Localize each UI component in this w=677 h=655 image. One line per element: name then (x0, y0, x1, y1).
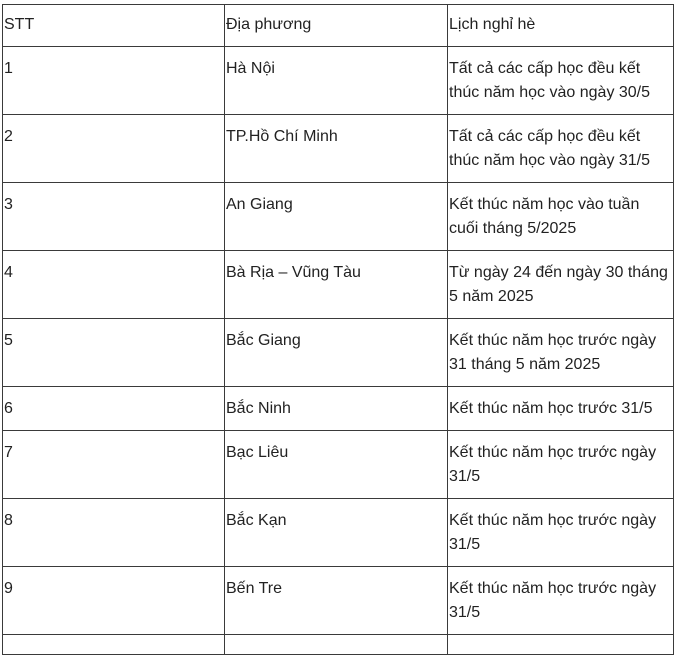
cell-stt: 3 (3, 183, 225, 251)
cell-stt: 8 (3, 499, 225, 567)
cell-locality (225, 635, 448, 655)
cell-schedule: Kết thúc năm học vào tuần cuối tháng 5/2025 (448, 183, 674, 251)
cell-locality: Bà Rịa – Vũng Tàu (225, 251, 448, 319)
cell-stt: 7 (3, 431, 225, 499)
cell-stt: 9 (3, 567, 225, 635)
cell-schedule: Kết thúc năm học trước ngày 31/5 (448, 567, 674, 635)
cell-locality: TP.Hồ Chí Minh (225, 115, 448, 183)
cell-schedule (448, 635, 674, 655)
header-schedule: Lịch nghỉ hè (448, 5, 674, 47)
header-stt: STT (3, 5, 225, 47)
cell-stt: 4 (3, 251, 225, 319)
table-row (3, 183, 674, 251)
table-row-partial (3, 635, 674, 655)
table-row (3, 251, 674, 319)
cell-locality: Bắc Ninh (225, 387, 448, 431)
table-row (3, 431, 674, 499)
table-row (3, 567, 674, 635)
table-row (3, 499, 674, 567)
cell-schedule: Tất cả các cấp học đều kết thúc năm học vào ngày 30/5 (448, 47, 674, 115)
table-row (3, 47, 674, 115)
cell-locality: Bạc Liêu (225, 431, 448, 499)
header-locality: Địa phương (225, 5, 448, 47)
cell-schedule: Kết thúc năm học trước ngày 31/5 (448, 499, 674, 567)
cell-stt: 2 (3, 115, 225, 183)
cell-stt: 1 (3, 47, 225, 115)
table-row (3, 319, 674, 387)
cell-schedule: Kết thúc năm học trước ngày 31 tháng 5 năm 2025 (448, 319, 674, 387)
cell-locality: Bến Tre (225, 567, 448, 635)
cell-schedule: Từ ngày 24 đến ngày 30 tháng 5 năm 2025 (448, 251, 674, 319)
cell-schedule: Tất cả các cấp học đều kết thúc năm học vào ngày 31/5 (448, 115, 674, 183)
cell-stt (3, 635, 225, 655)
table-row (3, 387, 674, 431)
table-row (3, 115, 674, 183)
table-header-row (3, 5, 674, 47)
cell-stt: 5 (3, 319, 225, 387)
cell-locality: An Giang (225, 183, 448, 251)
summer-schedule-table (2, 4, 674, 655)
cell-schedule: Kết thúc năm học trước ngày 31/5 (448, 431, 674, 499)
cell-locality: Hà Nội (225, 47, 448, 115)
cell-schedule: Kết thúc năm học trước 31/5 (448, 387, 674, 431)
cell-stt: 6 (3, 387, 225, 431)
cell-locality: Bắc Kạn (225, 499, 448, 567)
cell-locality: Bắc Giang (225, 319, 448, 387)
